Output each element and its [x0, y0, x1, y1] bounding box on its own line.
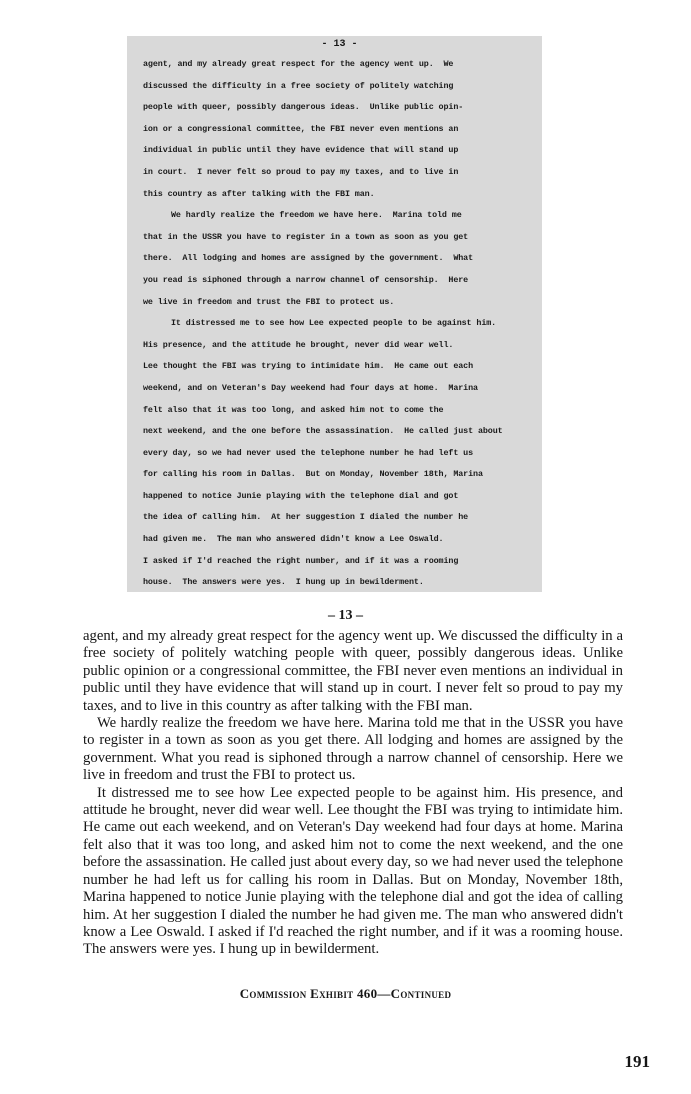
photo-line: discussed the difficulty in a free society of politely watching — [143, 80, 454, 91]
transcription-text — [83, 628, 623, 959]
photo-line: happened to notice Junie playing with the telephone dial and got — [143, 490, 459, 501]
photo-line: people with queer, possibly dangerous ideas. Unlike public opin- — [143, 102, 464, 113]
photo-line: the idea of calling him. At her suggestion I dialed the number he — [143, 512, 469, 523]
exhibit-photograph — [127, 36, 542, 592]
photo-line: in court. I never felt so proud to pay my taxes, and to live in — [143, 166, 459, 177]
photo-line: next weekend, and the one before the assassination. He called just about — [143, 426, 503, 437]
photo-line: ion or a congressional committee, the FBI never even mentions an — [143, 123, 459, 134]
folio-page-number: 191 — [624, 1052, 650, 1071]
photo-line: for calling his room in Dallas. But on Monday, November 18th, Marina — [143, 469, 483, 480]
photo-line: every day, so we had never used the telephone number he had left us — [143, 447, 474, 458]
paragraph: We hardly realize the freedom we have here. Marina told me that in the USSR you have to register in a town as soon as you get there. All lodging and homes are assigned by the government. What you read is siphoned through a narrow channel of censorship. Here we live in freedom and trust the FBI to protect us. — [83, 715, 623, 784]
photo-line: we live in freedom and trust the FBI to protect us. — [143, 296, 395, 307]
photo-line: that in the USSR you have to register in a town as soon as you get — [143, 231, 469, 242]
photo-line: felt also that it was too long, and asked him not to come the — [143, 404, 444, 415]
photo-line: house. The answers were yes. I hung up in bewilderment. — [143, 577, 424, 588]
photo-line: individual in public until they have evidence that will stand up — [143, 145, 459, 156]
photo-line: It distressed me to see how Lee expected people to be against him. — [171, 318, 497, 329]
photo-line: there. All lodging and homes are assigned by the government. What — [143, 253, 474, 264]
photo-line: this country as after talking with the FBI man. — [143, 188, 375, 199]
photo-line: His presence, and the attitude he brought, never did wear well. — [143, 339, 454, 350]
photo-page-marker: - 13 - — [321, 39, 358, 50]
photo-line: We hardly realize the freedom we have here. Marina told me — [171, 210, 462, 221]
exhibit-caption: Commission Exhibit 460—Continued — [239, 986, 452, 1001]
photo-line: Lee thought the FBI was trying to intimidate him. He came out each — [143, 361, 474, 372]
photo-line: I asked if I'd reached the right number, and if it was a rooming — [143, 555, 459, 566]
paragraph: It distressed me to see how Lee expected people to be against him. His presence, and attitude he brought, never did wear well. Lee thought the FBI was trying to intimidate him. He came out each weekend, and on Veteran's Day weekend had four days at home. Marina felt also that it was too long, and asked him not to come the next weekend, and the one before the assassination. He called just about every day, so we had never used the telephone number he had left us for calling his room in Dallas. But on Monday, November 18th, Marina happened to notice Junie playing with the telephone dial and got the idea of calling him. At her suggestion I dialed the number he had given me. The man who answered didn't know a Lee Oswald. I asked if I'd reached the right number, and if it was a rooming house. The answers were yes. I hung up in bewilderment. — [83, 784, 623, 958]
photo-line: had given me. The man who answered didn't know a Lee Oswald. — [143, 534, 444, 545]
photo-line: agent, and my already great respect for the agency went up. We — [143, 59, 454, 69]
photo-line: you read is siphoned through a narrow channel of censorship. Here — [143, 274, 469, 285]
page-number-label: – 13 – — [328, 608, 363, 623]
photo-line: weekend, and on Veteran's Day weekend had four days at home. Marina — [143, 382, 478, 393]
paragraph: agent, and my already great respect for the agency went up. We discussed the difficulty in a free society of politely watching people with queer, possibly dangerous ideas. Unlike public opinion or a congressional committee, the FBI never even mentions an individual in public until they have evidence that will stand up in court. I never felt so proud to pay my taxes, and to live in this country as after talking with the FBI man. — [83, 628, 623, 714]
